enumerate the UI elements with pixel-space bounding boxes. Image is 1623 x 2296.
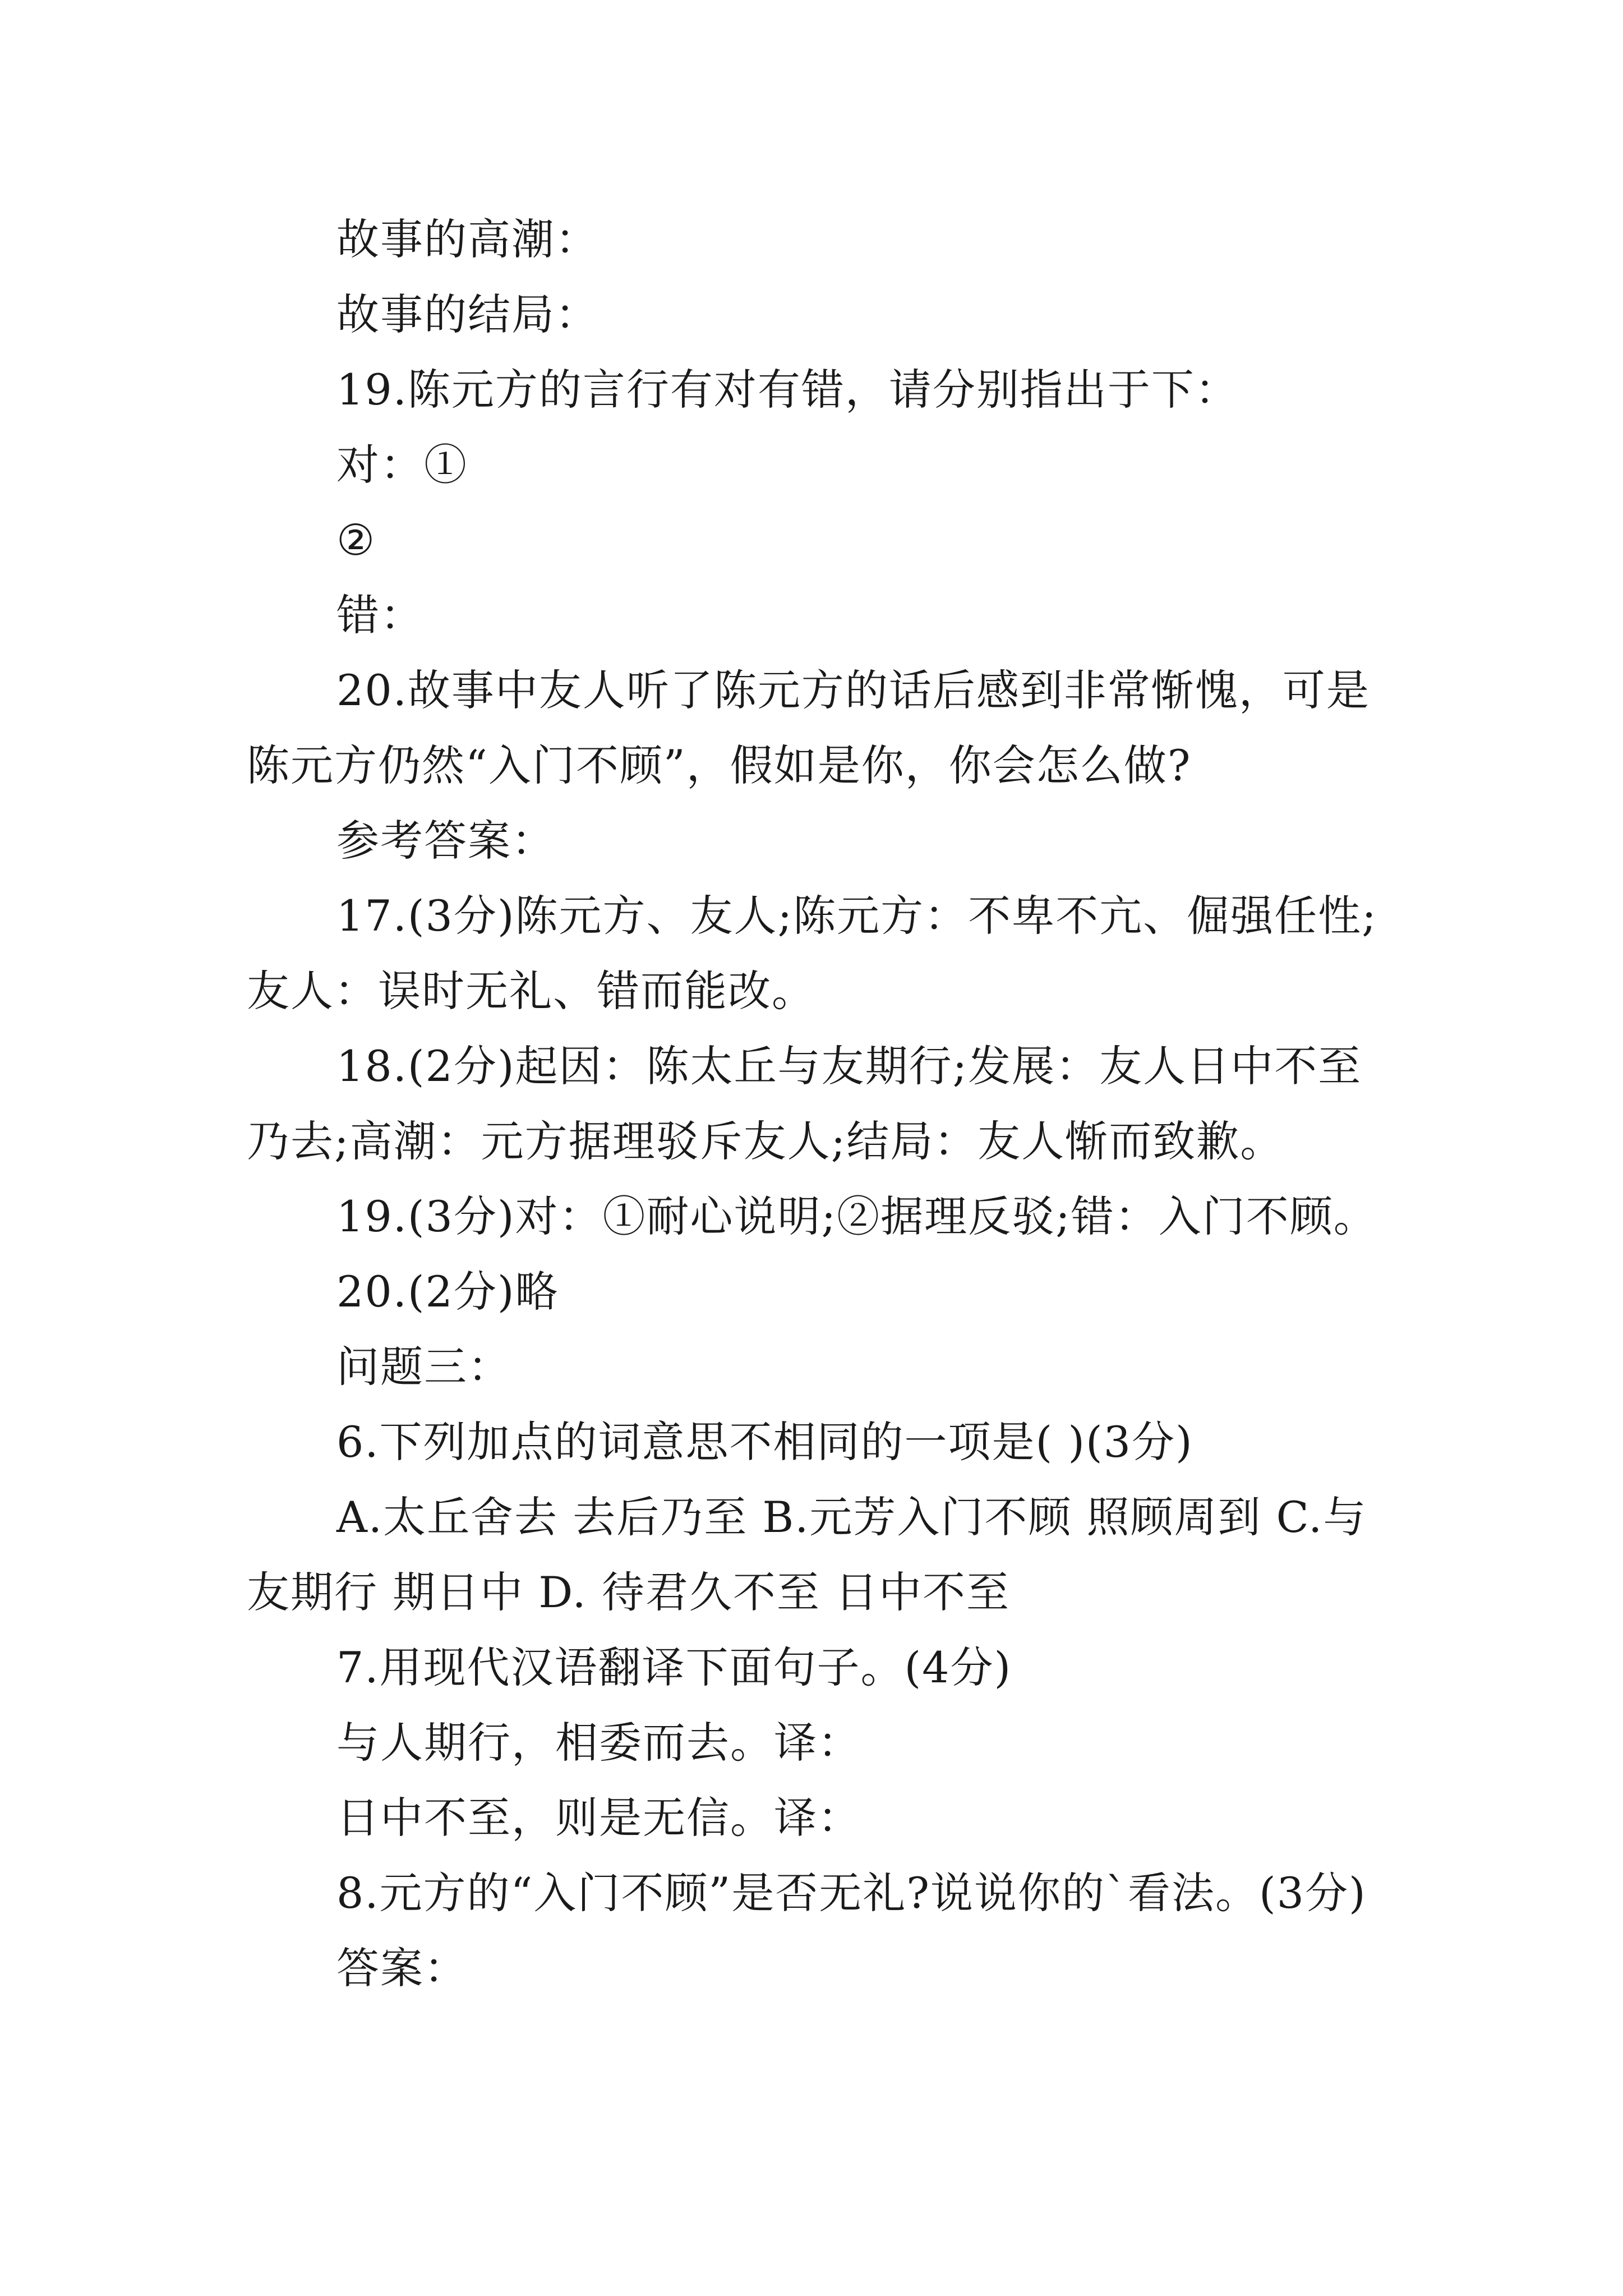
question-7: 7.用现代汉语翻译下面句子。(4分) (336, 1642, 1012, 1692)
answer-18: 18.(2分)起因：陈太丘与友期行;发展：友人日中不至乃去;高潮：元方据理驳斥友人;结局：友人惭而致歉。 (247, 1041, 1362, 1166)
question-6: 6.下列加点的词意思不相同的一项是( )(3分) (336, 1417, 1193, 1467)
answer-heading: 答案： (336, 1943, 468, 1993)
document-body (247, 202, 1402, 2006)
answer-right-1: 对：① (336, 440, 468, 490)
answer-19: 19.(3分)对：①耐心说明;②据理反驳;错：入门不顾。 (336, 1191, 1377, 1241)
answer-17: 17.(3分)陈元方、友人;陈元方：不卑不亢、倔强任性;友人：误时无礼、错而能改。 (247, 891, 1377, 1016)
translation-sentence-2: 日中不至，则是无信。译： (336, 1793, 861, 1843)
question-20: 20.故事中友人听了陈元方的话后感到非常惭愧，可是陈元方仍然“入门不顾”，假如是你，你会怎么做? (247, 665, 1370, 790)
question-6-options: A.太丘舍去 去后乃至 B.元芳入门不顾 照顾周到 C.与友期行 期日中 D. 待君久不至 日中不至 (247, 1492, 1367, 1617)
reference-answers-heading: 参考答案： (336, 816, 555, 866)
answer-right-2: ② (336, 515, 376, 565)
answer-wrong: 错： (336, 590, 424, 640)
question-19: 19.陈元方的言行有对有错，请分别指出于下： (336, 365, 1239, 415)
question-8: 8.元方的“入门不顾”是否无礼?说说你的`看法。(3分) (336, 1868, 1367, 1918)
problem-three-heading: 问题三： (336, 1342, 511, 1392)
line-ending: 故事的结局： (336, 289, 599, 339)
line-climax: 故事的高潮： (336, 214, 599, 264)
translation-sentence-1: 与人期行，相委而去。译： (336, 1718, 861, 1768)
answer-20: 20.(2分)略 (336, 1267, 559, 1317)
